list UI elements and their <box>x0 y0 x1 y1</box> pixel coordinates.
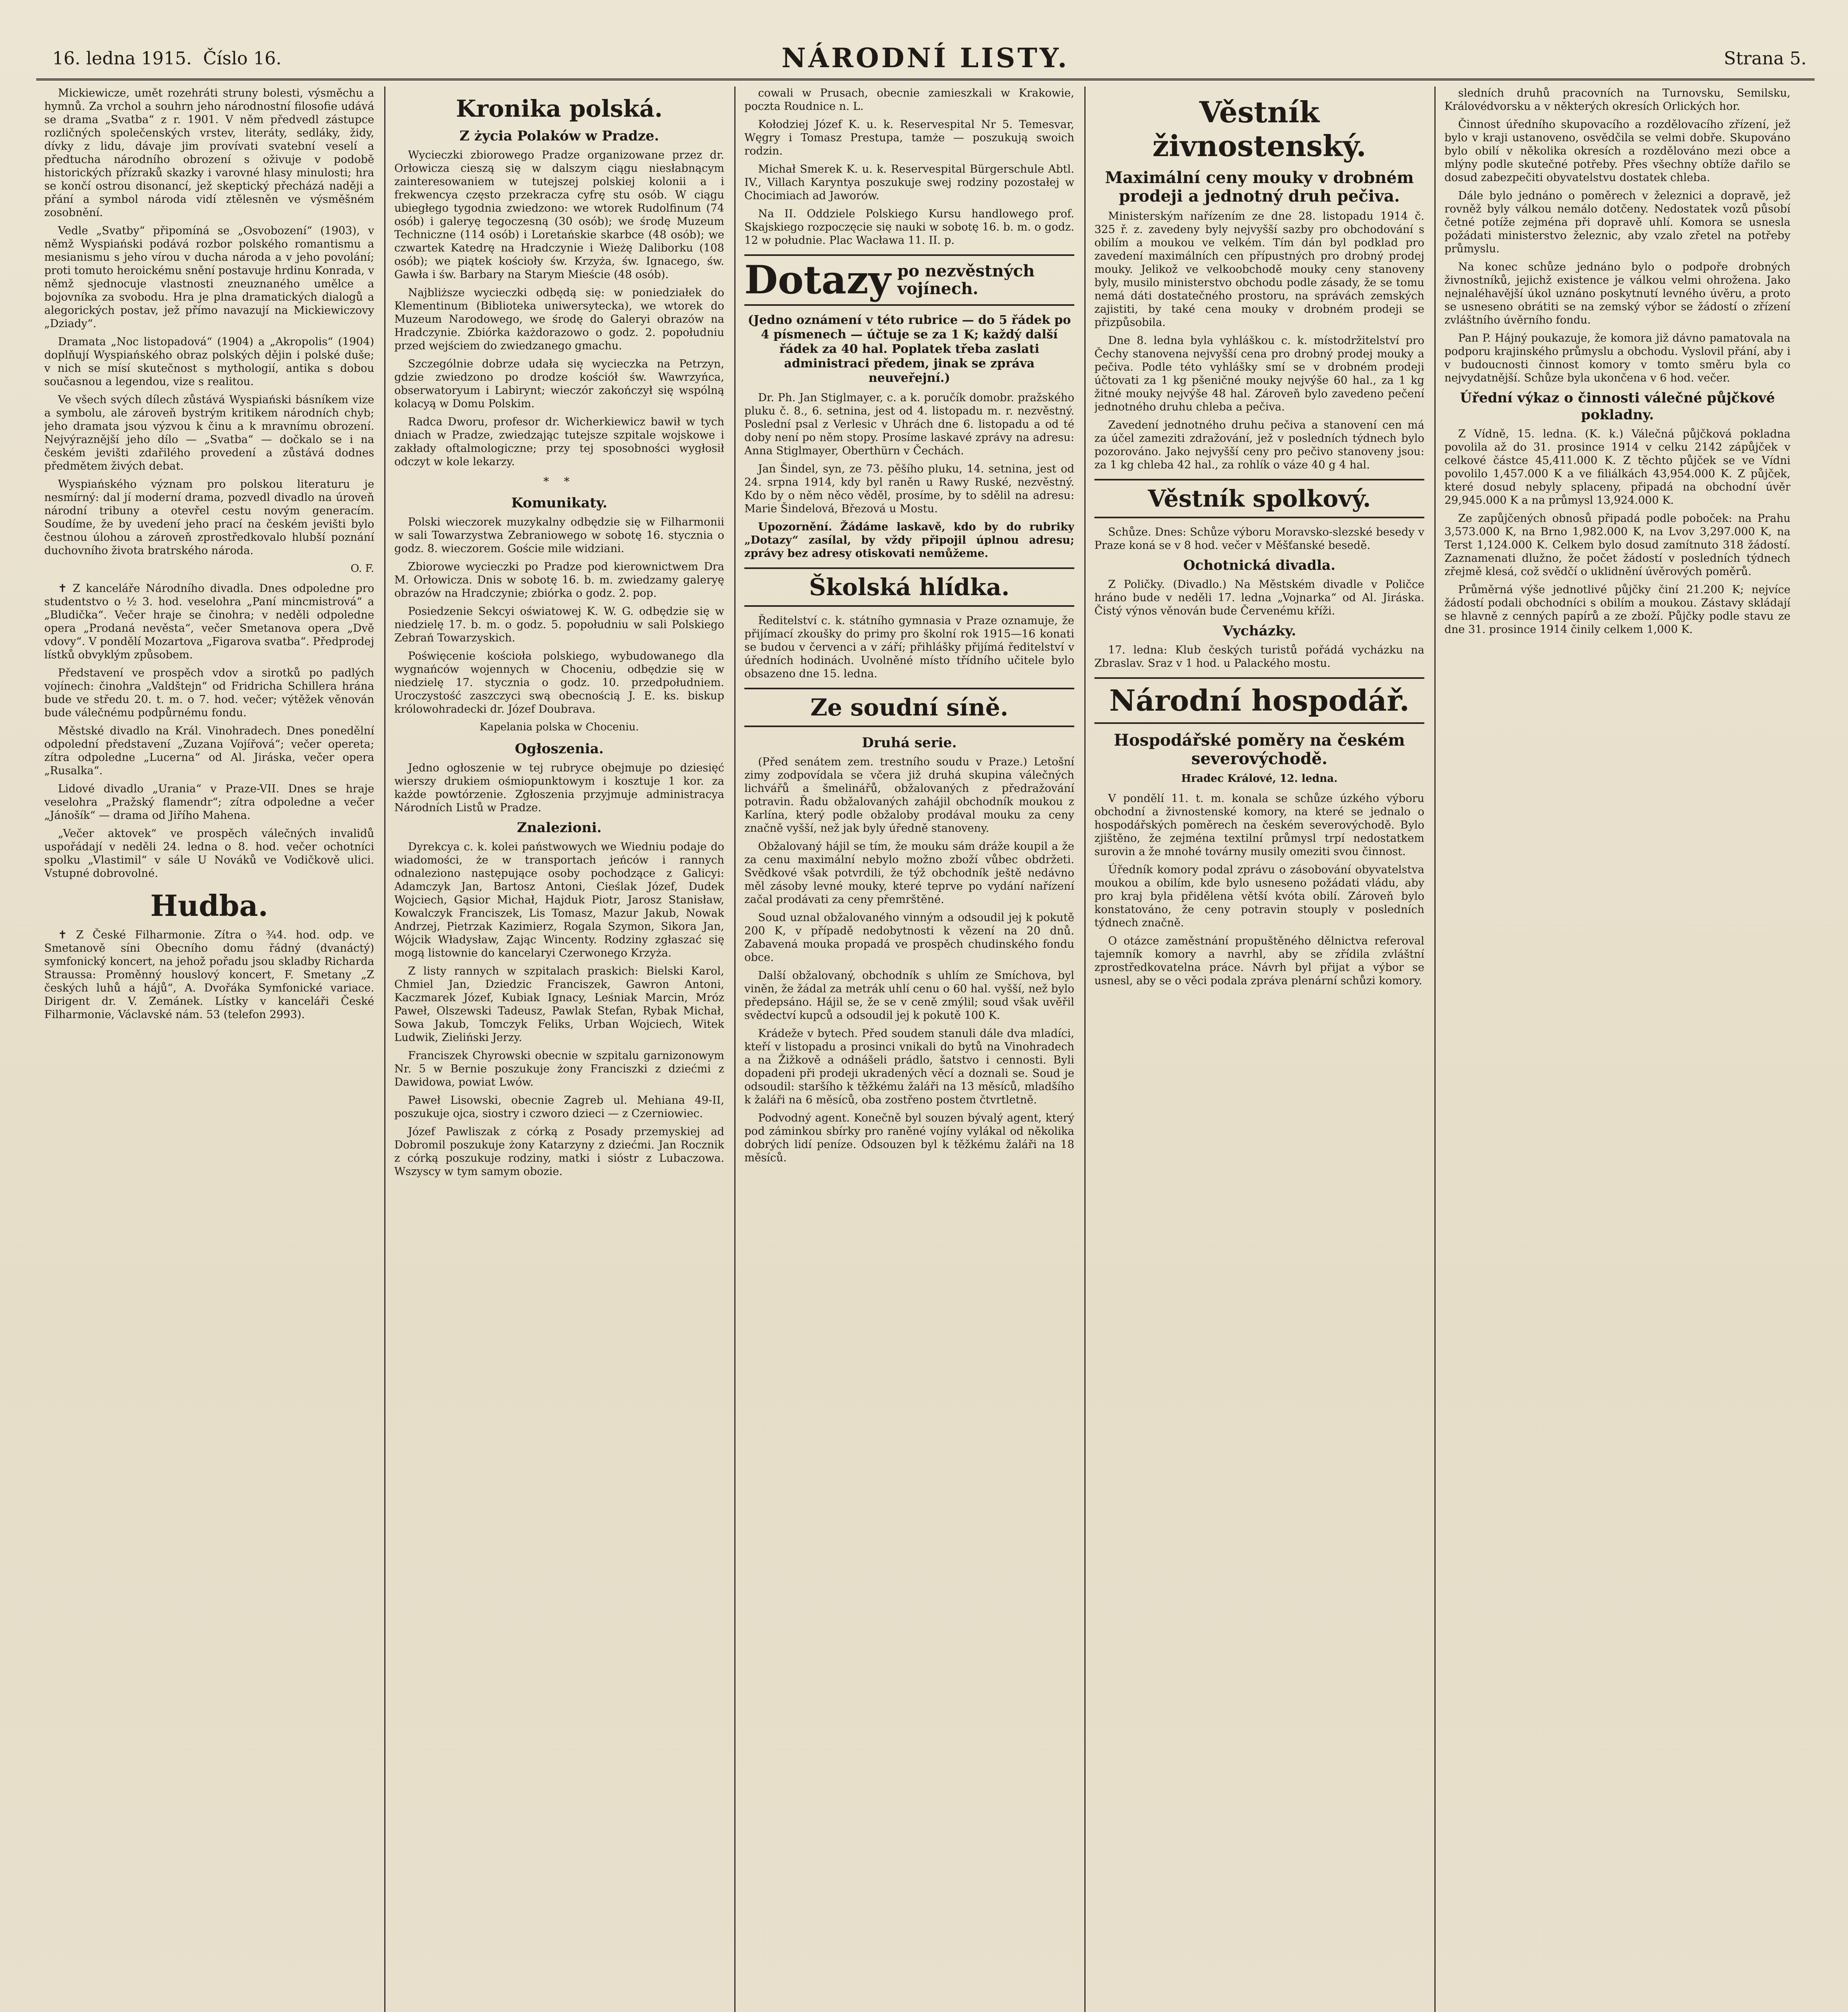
subheading-outings: Vycházky. <box>1222 623 1296 639</box>
article-paragraph: O otázce zaměstnání propuštěného dělnictva referoval tajemník komory a navrhl, aby se zřídila zvláštní zprostředkovatelna práce. Návrh byl přijat a výbor se usnesl, aby se o věci podala zpráva plenární schůzi komory. <box>1094 935 1424 987</box>
article-paragraph: Wyspiańského význam pro polskou literaturu je nesmírný: dal jí moderní drama, pozvedl divadlo na úroveň národní tribuny a otevřel cestu novým generacím. Soudíme, že by uvedení jeho prací na českém jevišti bylo čestnou úlohou a zároveň zprostředkovalo hlubší poznání duchovního života bratrského národa. <box>44 478 374 557</box>
section-heading-trade: Věstník živnostenský. <box>1152 95 1366 163</box>
section-heading-economy: Národní hospodář. <box>1109 683 1410 717</box>
dotazy-subtitle: po nezvěstných vojínech. <box>897 262 1035 298</box>
article-paragraph: Dne 8. ledna byla vyhláškou c. k. místodržitelství pro Čechy stanovena nejvyšší cena pro drobný prodej mouky a pečiva. Podle této vyhlášky smí se v drobném prodeji účtovati za 1 kg pšeničné mouky nejvýše 60 hal., za 1 kg žitné mouky nejvýše 48 hal. Zároveň bylo zavedeno pečení jednotného druhu chleba a pečiva. <box>1094 334 1424 413</box>
club-news: Z Poličky. (Divadlo.) Na Městském divadle v Poličce hráno bude v neděli 17. ledna „Vojnarka“ od Al. Jiráska. Čistý výnos věnován bude Červenému kříži. <box>1094 578 1424 617</box>
article-paragraph: Dále bylo jednáno o poměrech v železnici a dopravě, jež rovněž byly válkou nemálo dotčeny. Nedostatek vozů působí četné potíže zejména při dopravě uhlí. Komora se usnesla požádati ministerstvo železnic, aby vzalo zřetel na potřeby průmyslu. <box>1444 190 1790 255</box>
article-paragraph: Průměrná výše jednotlivé půjčky činí 21.200 K; nejvíce žádostí podali obchodníci s obilím a moukou. Zástavy skládají se hlavně z cenných papírů a ze zboží. Půjčky podle stavu ze dne 31. prosince 1914 činily celkem 1,000 K. <box>1444 583 1790 636</box>
economy-header-box <box>1094 677 1424 724</box>
subheading-announcements: Komunikaty. <box>511 495 608 511</box>
article-paragraph: Dramata „Noc listopadová“ (1904) a „Akropolis“ (1904) doplňují Wyspiańského obraz polských dějin i polské duše; v nich se mísí skutečnost s mythologií, antika s dobou současnou a legendou, vize s realitou. <box>44 336 374 388</box>
section-heading-school: Školská hlídka. <box>809 573 1010 601</box>
theatre-news: ✝ Z kanceláře Národního divadla. Dnes odpoledne pro studentstvo o ½ 3. hod. veselohra „Paní mincmistrová“ a „Bludička“. Večer hraje se činohra; v neděli odpoledne opera „Prodaná nevěsta“, večer Smetanova opera „Dvě vdovy“. V pondělí Mozartova „Figarova svatba“. Předprodej lístků obvyklým způsobem. <box>44 582 374 661</box>
subheading-notices: Ogłoszenia. <box>515 741 604 757</box>
masthead <box>36 40 1815 80</box>
section-heading-loan-report: Úřední výkaz o činnosti válečné půjčkové pokladny. <box>1460 390 1775 423</box>
article-paragraph: Ministerským nařízením ze dne 28. listopadu 1914 č. 325 ř. z. zavedeny byly nejvyšší sazby pro obchodování s obilím a moukou ve velkém. Tím dán byl podklad pro zavedení maximálních cen přípustných pro drobný prodej mouky. Jelikož ve velkoobchodě mouky ceny stanoveny byly, musilo ministerstvo obchodu podle zásady, že se tomu nemá dáti dostatečného prostoru, na správách zemských zajistiti, by také cena mouky v drobném prodeji se přizpůsobila. <box>1094 210 1424 329</box>
section-heading-court: Ze soudní síně. <box>810 694 1008 721</box>
section-subheading: Z życia Polaków w Pradze. <box>459 128 659 144</box>
subheading-amateur-theatre: Ochotnická divadla. <box>1183 557 1336 573</box>
court-report: Krádeže v bytech. Před soudem stanuli dále dva mladíci, kteří v listopadu a prosinci vnikali do bytů na Vinohradech a na Žižkově a odnášeli prádlo, šatstvo i cennosti. Byli dopadeni při prodeji ukradených věcí a doznali se. Soud je odsoudil: staršího k těžkému žaláři na 13 měsíců, mladšího k žaláři na 6 měsíců, oba zostřeno postem čtvrtletně. <box>744 1027 1074 1106</box>
column-divider <box>384 87 385 2012</box>
search-notice: Kołodziej Józef K. u. k. Reservespital Nr 5. Temesvar, Węgry i Tomasz Prestupa, tamże — poszukują swoich rodzin. <box>744 118 1074 157</box>
dateline: Hradec Králové, 12. ledna. <box>1181 773 1338 785</box>
court-subheading: Druhá serie. <box>862 735 957 751</box>
subheading-found-persons: Znalezioni. <box>517 820 602 836</box>
found-persons-list: Z listy rannych w szpitalach praskich: Bielski Karol, Chmiel Jan, Dziedzic Franciszek, Gawron Antoni, Kaczmarek Józef, Kubiak Ignacy, Leśniak Marcin, Mróz Paweł, Olszewski Tadeusz, Pawlak Stefan, Rybak Michał, Sowa Jakub, Tomczyk Feliks, Urban Wojciech, Witek Ludwik, Zieliński Jerzy. <box>394 965 724 1044</box>
court-report: Obžalovaný hájil se tím, že mouku sám dráže koupil a že za cenu maximální nebylo možno zboží vůbec obdržeti. Svědkové však potvrdili, že týž obchodník ještě nedávno měl zásoby levné mouky, které teprve po vydání nařízení začal prodávati za ceny přemrštěné. <box>744 840 1074 906</box>
school-news: Ředitelství c. k. státního gymnasia v Praze oznamuje, že přijímací zkoušky do primy pro školní rok 1915—16 konati se budou v červenci a v září; přihlášky přijímá ředitelství v úředních hodinách. Uvolněné místo třídního učitele bylo obsazeno dne 15. ledna. <box>744 614 1074 680</box>
court-report: (Před senátem zem. trestního soudu v Praze.) Letošní zimy zodpovídala se včera již druhá skupina válečných lichvářů a šmelinářů, obžalovaných z předražování potravin. Řadu obžalovaných zahájil obchodník moukou z Karlína, který podle obžaloby prodával mouku za ceny značně vyšší, než jak byly úředně stanoveny. <box>744 756 1074 835</box>
dotazy-title: Dotazy <box>744 257 891 303</box>
theatre-news: Lidové divadlo „Urania“ v Praze-VII. Dnes se hraje veselohra „Pražský flamendr“; zítra odpoledne a večer „Jánošík“ — drama od Jiřího Mahena. <box>44 783 374 822</box>
column-divider <box>1434 87 1436 2012</box>
column-5 <box>1444 87 1790 2012</box>
economy-subheading: Hospodářské poměry na českém severovýchodě. <box>1114 731 1405 768</box>
court-report: Podvodný agent. Konečně byl souzen bývalý agent, který pod záminkou sbírky pro raněné vojíny vylákal od několika dobrých lidí peníze. Odsouzen byl k těžkému žaláři na 18 měsíců. <box>744 1112 1074 1164</box>
dotazy-heading <box>744 259 1074 301</box>
section-heading-polish-chronicle: Kronika polská. <box>456 95 663 122</box>
theatre-news: Městské divadlo na Král. Vinohradech. Dnes ponedělní odpolední představení „Zuzana Vojířová“; večer opereta; zítra odpoledne „Lucerna“ od Al. Jiráska, večer opera „Rusalka“. <box>44 725 374 777</box>
article-paragraph: sledních druhů pracovních na Turnovsku, Semilsku, Královédvorsku a v některých okresích Orlických hor. <box>1444 87 1790 113</box>
issue-date: 16. ledna 1915. <box>52 48 192 69</box>
announcement: Poświęcenie kościoła polskiego, wybudowanego dla wygnańców wojennych w Choceniu, odbędzie się w niedzielę 17. stycznia o godz. 10. przedpołudniem. Uroczystość zaszczyci swą obecnością J. E. ks. biskup królowohradecki dr. Józef Doubrava. <box>394 650 724 715</box>
column-1 <box>44 87 374 2012</box>
dotazy-header-box <box>744 254 1074 306</box>
newspaper-title: NÁRODNÍ LISTY. <box>781 42 1069 74</box>
article-paragraph: V pondělí 11. t. m. konala se schůze úzkého výboru obchodní a živnostenské komory, na které se jednalo o hospodářských poměrech na českém severovýchodě. Bylo zjištěno, že zejména textilní průmysl trpí nedostatkem surovin a že mnohé továrny musily omeziti svou činnost. <box>1094 792 1424 858</box>
search-notice: Michał Smerek K. u. k. Reservespital Bürgerschule Abtl. IV., Villach Karyntya poszukuje swej rodziny pozostałej w Chocimiach ad Jaworów. <box>744 163 1074 202</box>
article-paragraph: Radca Dworu, profesor dr. Wicherkiewicz bawił w tych dniach w Pradze, zwiedzając tutejsze szpitale wojskowe i zakłady oftalmologiczne; przy tej sposobności wygłosił odczyt w kole lekarzy. <box>394 416 724 468</box>
notice-paragraph: Jedno ogłoszenie w tej rubryce obejmuje po dziesięć wierszy drukiem ośmiopunktowym i kosztuje 1 kor. za każde powtórzenie. Zgłoszenia przyjmuje administracya Národních Listů w Pradze. <box>394 762 724 814</box>
article-paragraph: Wycieczki zbiorowego Pradze organizowane przez dr. Orłowicza cieszą się w dalszym ciągu niesłabnącym zainteresowaniem w tutejszej polskiej kolonii a i frekwencya często przekracza cyfrę stu osób. W ciągu ubiegłego tygodnia zwiedzono: we wtorek Rudolfinum (74 osób) i galeryę tegoczesną (30 osób); we środę Muzeum Techniczne (114 osób) i Loretańskie skarbce (48 osób); we czwartek Katedrę na Hradczynie i Wieżę Daliborku (108 osób); we piątek kościoły św. Krzyża, św. Ignacego, św. Gawła i św. Barbary na Starym Mieście (48 osób). <box>394 149 724 281</box>
music-news: ✝ Z České Filharmonie. Zítra o ¾4. hod. odp. ve Smetanově síni Obecního domu řádný (dvanáctý) symfonický koncert, na jehož pořadu jsou skladby Richarda Straussa: Proměnný houslový koncert, F. Smetany „Z českých luhů a hájů“, A. Dvořáka Symfonické variace. Dirigent dr. V. Zemánek. Lístky v kanceláři České Filharmonie, Václavské nám. 53 (telefon 2993). <box>44 929 374 1021</box>
court-report: Soud uznal obžalovaného vinným a odsoudil jej k pokutě 200 K, v případě nedobytnosti k vězení na 20 dnů. Zabavená mouka propadá ve prospěch chudinského fondu obce. <box>744 911 1074 964</box>
club-news: 17. ledna: Klub českých turistů pořádá vycházku na Zbraslav. Sraz v 1 hod. u Palackého mostu. <box>1094 644 1424 670</box>
article-paragraph: Na konec schůze jednáno bylo o podpoře drobných živnostníků, jejichž existence je válkou velmi ohrožena. Jako nejnaléhavější úkol uznáno poskytnutí levného úvěru, a proto se usneseno obrátiti se na zemský výbor se žádostí o zřízení zvláštního úvěrního fondu. <box>1444 261 1790 326</box>
article-paragraph: Zavedení jednotného druhu pečiva a stanovení cen má za účel zameziti zdražování, jež v posledních týdnech bylo pozorováno. Jako nejvyšší ceny pro pečivo stanoveny jsou: za 1 kg chleba 42 hal., za rohlík o váze 40 g 4 hal. <box>1094 419 1424 471</box>
announcement: Zbiorowe wycieczki po Pradze pod kierownictwem Dra M. Orłowicza. Dnis w sobotę 16. b. m. zwiedzamy galeryę obrazów na Hradczynie; zbiórka o godz. 2. pop. <box>394 561 724 600</box>
article-paragraph: Činnost úředního skupovacího a rozdělovacího zřízení, jež bylo v kraji ustanoveno, osvědčila se velmi dobře. Skupováno bylo obilí v několika okresích a rozdělováno mezi obce a mlýny podle skutečné potřeby. Přes všechny obtíže dařilo se dosud zabezpečiti obyvatelstvu dostatek chleba. <box>1444 118 1790 184</box>
search-notice: Paweł Lisowski, obecnie Zagreb ul. Mehiana 49-II, poszukuje ojca, siostry i czworo dzieci — z Czerniowiec. <box>394 1094 724 1120</box>
column-4 <box>1094 87 1424 2012</box>
theatre-news: Představení ve prospěch vdov a sirotků po padlých vojínech: činohra „Valdštejn“ od Fridricha Schillera hrána bude ve středu 20. t. m. o 7. hod. večer; výtěžek věnován bude válečnému podpůrnému fondu. <box>44 667 374 719</box>
article-paragraph: Szczególnie dobrze udała się wycieczka na Petrzyn, gdzie zwiedzono po drodze kościół św. Wawrzyńca, obserwatoryum i Labirynt; wieczór zakończył się wspólną kolacyą w Domu Polskim. <box>394 358 724 410</box>
column-2 <box>394 87 724 2012</box>
page-number: Strana 5. <box>1724 48 1807 69</box>
section-heading-music: Hudba. <box>150 888 268 923</box>
article-paragraph: Najbliższe wycieczki odbędą się: w poniedziałek do Klementinum (Biblioteka uniwersytecka), we wtorek do Muzeum Narodowego, we środę do Galeryi obrazów na Hradczynie. Zbiórka każdorazowo o godz. 2. popołudniu przed wejściem do zwiedzanego gmachu. <box>394 287 724 352</box>
trade-subheading: Maximální ceny mouky v drobném prodeji a jednotný druh pečiva. <box>1105 168 1414 206</box>
missing-soldier-query: Jan Šindel, syn, ze 73. pěšího pluku, 14. setnina, jest od 24. srpna 1914, kdy byl raněn u Rawy Ruské, nezvěstný. Kdo by o něm něco věděl, prosíme, by to sdělil na adresu: Marie Šindelová, Březová u Mostu. <box>744 463 1074 515</box>
article-paragraph: Ve všech svých dílech zůstává Wyspiański básníkem vize a symbolu, ale zároveň bystrým kritikem národních chyb; jeho dramata jsou výzvou k činu a k mravnímu obrození. Nejvýraznější jeho dílo — „Svatba“ — dočkalo se i na českém jevišti zdařilého provedení a zůstává dodnes předmětem živých debat. <box>44 394 374 472</box>
club-news: Schůze. Dnes: Schůze výboru Moravsko-slezské besedy v Praze koná se v 8 hod. večer v Měšťanské besedě. <box>1094 526 1424 552</box>
dotazy-lead: (Jedno oznámení v této rubrice — do 5 řádek po 4 písmenech — účtuje se za 1 K; každý další řádek za 40 hal. Poplatek třeba zaslati administraci předem, jinak se zpráva neuveřejní.) <box>748 313 1071 385</box>
article-paragraph: Pan P. Hájný poukazuje, že komora již dávno pamatovala na podporu krajinského průmyslu a obchodu. Vyslovil přání, aby i v budoucnosti činnost komory v tomto směru byla co nejvydatnější. Schůze byla ukončena v 6 hod. večer. <box>1444 332 1790 384</box>
column-divider <box>734 87 735 2012</box>
school-header-box <box>744 567 1074 607</box>
article-paragraph: Úředník komory podal zprávu o zásobování obyvatelstva moukou a obilím, kde bylo usneseno požádati vládu, aby pro kraj byla přidělena větší kvóta obilí. Zároveň bylo konstatováno, že ceny potravin stouply v posledních týdnech značně. <box>1094 864 1424 929</box>
article-paragraph: Vedle „Svatby“ připomíná se „Osvobození“ (1903), v němž Wyspiański podává rozbor polského romantismu a mesianismu s jeho vírou v ducha národa a v jeho povolání; proti tomuto heroickému snění postavuje hrdinu Konrada, v němž sjednocuje vlastnosti zneuznaného umělce a bojovníka za svobodu. Hra je plna dramatických dialogů a alegorických postav, jež přímo navazují na Mickiewiczovy „Dziady“. <box>44 225 374 330</box>
article-paragraph: Ze zapůjčených obnosů připadá podle poboček: na Prahu 3,573.000 K, na Brno 1,982.000 K, na Lvov 3,297.000 K, na Terst 1,124.000 K. Celkem bylo dosud zamítnuto 318 žádostí. Zaznamenati dlužno, že počet žádostí v posledních týdnech zřejmě klesá, což svědčí o uklidnění úvěrových poměrů. <box>1444 512 1790 578</box>
search-notice: Józef Pawliszak z córką z Posady przemyskiej ad Dobromil poszukuje żony Katarzyny z dziećmi. Jan Rocznik z córką poszukuje rodziny, matki i sióstr z Lubaczowa. Wszyscy w tym samym obozie. <box>394 1126 724 1178</box>
announcement: Posiedzenie Sekcyi oświatowej K. W. G. odbędzie się w niedzielę 17. b. m. o godz. 5. popołudniu w sali Polskiego Zebrań Towarzyskich. <box>394 605 724 644</box>
found-persons-list: Dyrekcya c. k. kolei państwowych we Wiedniu podaje do wiadomości, że w transportach jeńców i rannych odnaleziono następujące osoby pochodzące z Galicyi: Adamczyk Jan, Bartosz Antoni, Cieślak Józef, Dudek Wojciech, Gąsior Michał, Hajduk Piotr, Jarosz Stanisław, Kowalczyk Franciszek, Lis Tomasz, Mazur Jakub, Nowak Andrzej, Pietrzak Kazimierz, Rogala Szymon, Sikora Jan, Wójcik Władysław, Zając Wincenty. Rodziny zgłaszać się mogą listownie do kancelaryi Czerwonego Krzyża. <box>394 841 724 959</box>
dotazy-notice: Upozornění. Žádáme laskavě, kdo by do rubriky „Dotazy“ zasílal, by vždy připojil úplnou adresu; zprávy bez adresy otiskovati nemůžeme. <box>744 521 1074 560</box>
court-header-box <box>744 688 1074 727</box>
missing-soldier-query: Dr. Ph. Jan Stiglmayer, c. a k. poručík domobr. pražského pluku č. 8., 6. setnina, jest od 4. listopadu m. r. nezvěstný. Poslední psal z Verlesic v Uhrách dne 6. listopadu a od té doby není po něm stopy. Prosíme laskavé zprávy na adresu: Anna Stiglmayer, Oberthürn v Čechách. <box>744 392 1074 457</box>
announcement: Polski wieczorek muzykalny odbędzie się w Filharmonii w sali Towarzystwa Zebraniowego w sobotę 16. stycznia o godz. 8. wieczorem. Goście mile widziani. <box>394 516 724 555</box>
article-paragraph: Z Vídně, 15. ledna. (K. k.) Válečná půjčková pokladna povolila až do 31. prosince 1914 v celku 2142 zápůjček v celkové částce 45,411.000 K. Z těchto půjček se ve Vídni povolilo 1,457.000 K a ve filiálkách 43,954.000 K. Z půjček, které dosud nebyly splaceny, připadá na obchodní úvěr 29,945.000 K a na průmysl 13,924.000 K. <box>1444 428 1790 507</box>
search-notice: cowali w Prusach, obecnie zamieszkali w Krakowie, poczta Roudnice n. L. <box>744 87 1074 113</box>
court-report: Další obžalovaný, obchodník s uhlím ze Smíchova, byl viněn, že žádal za metrák uhlí cenu o 60 hal. vyšší, než bylo předepsáno. Hájil se, že se v ceně zmýlil; soud však uvěřil svědectví kupců a odsoudil jej k pokutě 100 K. <box>744 969 1074 1022</box>
club-header-box <box>1094 479 1424 518</box>
column-divider <box>1084 87 1086 2012</box>
search-notice: Franciszek Chyrowski obecnie w szpitalu garnizonowym Nr. 5 w Bernie poszukuje żony Franciszki z dziećmi z Dawidowa, powiat Lwów. <box>394 1049 724 1088</box>
search-notice: Na II. Oddziele Polskiego Kursu handlowego prof. Skajskiego rozpoczęcie się nauki w sobotę 16. b. m. o godz. 12 w południe. Plac Wacława 11. II. p. <box>744 208 1074 247</box>
column-3 <box>744 87 1074 2012</box>
announcement-signature: Kapelania polska w Choceniu. <box>480 721 639 733</box>
issue-number: Číslo 16. <box>203 48 282 69</box>
article-paragraph: Mickiewicze, umět rozehráti struny bolesti, výsměchu a hymnů. Za vrchol a souhrn jeho národnostní filosofie udává se drama „Svatba“ z r. 1901. V něm předvedl zástupce rozličných společenských vrstev, literáty, sedláky, židy, dívky z lidu, dávaje jim provívati svatební veselí a předtucha národního obrození s oživuje v podobě historických přízraků skazky i varovné hlasy minulosti; hra se končí ostrou disonancí, jež skeptický přecházá naději a přání a symbol národa vidí ztělesněn ve výsměšném zosobnění. <box>44 87 374 219</box>
author-signature: O. F. <box>350 563 374 575</box>
theatre-news: „Večer aktovek“ ve prospěch válečných invalidů uspořádají v neděli 24. ledna o 8. hod. večer ochotníci spolku „Vlastimil“ v sále U Nováků ve Vodičkově ulici. Vstupné dobrovolné. <box>44 827 374 880</box>
section-heading-clubs: Věstník spolkový. <box>1148 485 1371 512</box>
separator-stars: * * <box>543 475 575 488</box>
